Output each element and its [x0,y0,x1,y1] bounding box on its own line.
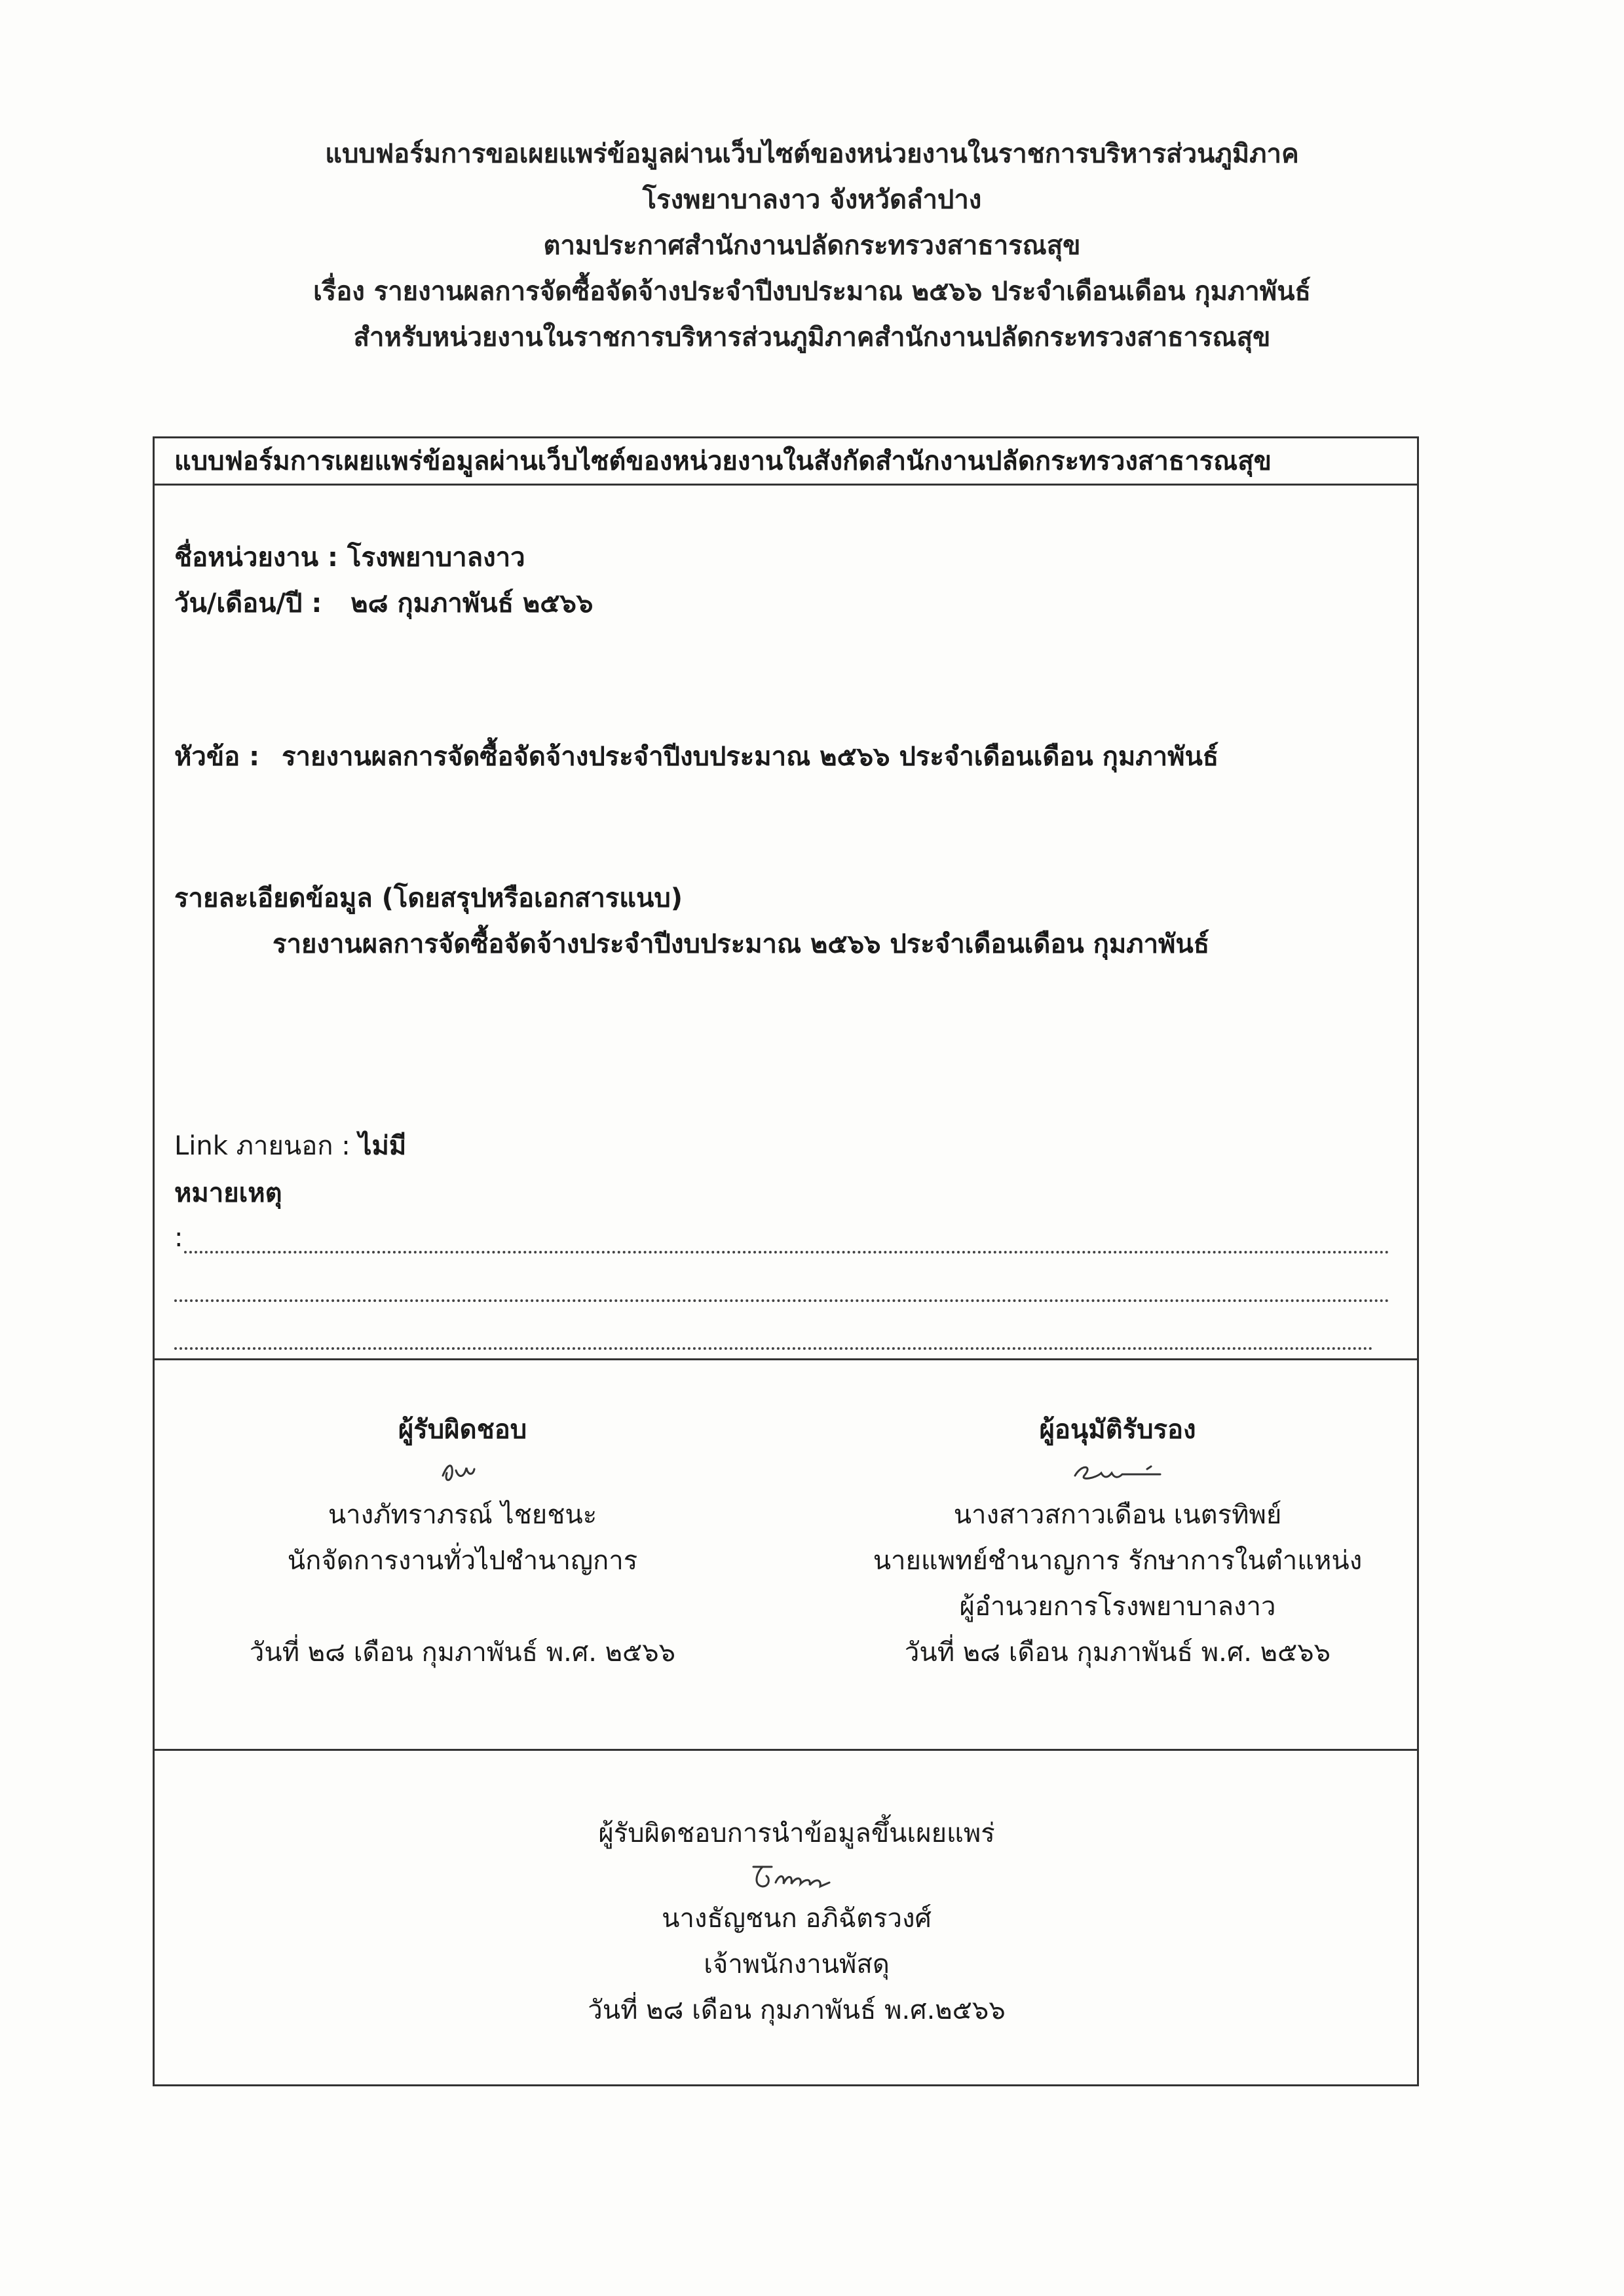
agency-row [174,538,525,577]
date-row [174,584,593,623]
responsible-signature [233,1453,692,1492]
document-header [0,131,1624,360]
approver-signature-block [856,1407,1380,1675]
section-divider-1 [155,1358,1417,1360]
agency-value: โรงพยาบาลงาว [347,543,525,573]
responsible-signature-block [233,1407,692,1675]
approver-name: นางสาวสกาวเดือน เนตรทิพย์ [953,1500,1282,1530]
publisher-date: วันที่ ๒๘ เดือน กุมภาพันธ์ พ.ศ.๒๕๖๖ [588,1995,1006,2025]
approver-position-2: ผู้อำนวยการโรงพยาบาลงาว [959,1592,1276,1622]
topic-row [174,737,1218,776]
responsible-name: นางภัทราภรณ์ ไชยชนะ [328,1500,597,1530]
topic-label: หัวข้อ : [174,742,260,772]
remark-colon: : [174,1223,183,1253]
responsible-title: ผู้รับผิดชอบ [398,1415,527,1445]
link-row [174,1126,406,1166]
link-label: Link ภายนอก : [174,1131,350,1161]
header-line-5: สำหรับหน่วยงานในราชการบริหารส่วนภูมิภาคสำนักงานปลัดกระทรวงสาธารณสุข [353,322,1271,353]
remark-dotted-line-3 [174,1347,1373,1350]
publisher-name: นางธัญชนก อภิฉัตรวงศ์ [662,1904,932,1934]
publisher-signature [502,1856,1091,1896]
publisher-position: เจ้าพนักงานพัสดุ [704,1949,890,1980]
header-line-1: แบบฟอร์มการขอเผยแพร่ข้อมูลผ่านเว็บไซต์ของหน่วยงานในราชการบริหารส่วนภูมิภาค [325,139,1299,169]
header-line-2: โรงพยาบาลงาว จังหวัดลำปาง [642,185,982,215]
responsible-position: นักจัดการงานทั่วไปชำนาญการ [287,1546,638,1576]
link-value: ไม่มี [358,1131,407,1161]
date-label: วัน/เดือน/ปี : [174,588,322,619]
form-box [153,436,1419,2086]
agency-label: ชื่อหน่วยงาน : [174,543,339,573]
details-label: รายละเอียดข้อมูล (โดยสรุปหรือเอกสารแนบ) [174,883,683,913]
approver-signature [856,1453,1380,1492]
approver-title: ผู้อนุมัติรับรอง [1039,1415,1196,1445]
remark-dotted-line-1 [184,1251,1389,1253]
topic-value: รายงานผลการจัดซื้อจัดจ้างประจำปีงบประมาณ ๒๕๖๖ ประจำเดือนเดือน กุมภาพันธ์ [282,742,1219,772]
remark-label: หมายเหตุ [174,1178,282,1208]
section-divider-2 [155,1749,1417,1751]
approver-date: วันที่ ๒๘ เดือน กุมภาพันธ์ พ.ศ. ๒๕๖๖ [904,1637,1331,1668]
approver-position-1: นายแพทย์ชำนาญการ รักษาการในตำแหน่ง [873,1546,1363,1576]
remark-dotted-line-2 [174,1299,1389,1302]
responsible-date: วันที่ ๒๘ เดือน กุมภาพันธ์ พ.ศ. ๒๕๖๖ [249,1637,676,1668]
publisher-title: ผู้รับผิดชอบการนำข้อมูลขึ้นเผยแพร่ [598,1818,995,1848]
details-value: รายงานผลการจัดซื้อจัดจ้างประจำปีงบประมาณ ๒๕๖๖ ประจำเดือนเดือน กุมภาพันธ์ [273,929,1210,959]
date-value: ๒๘ กุมภาพันธ์ ๒๕๖๖ [350,588,594,619]
form-box-title: แบบฟอร์มการเผยแพร่ข้อมูลผ่านเว็บไซต์ของหน่วยงานในสังกัดสำนักงานปลัดกระทรวงสาธารณสุข [155,438,1417,486]
publisher-signature-block [502,1810,1091,2033]
header-line-3: ตามประกาศสำนักงานปลัดกระทรวงสาธารณสุข [543,231,1081,261]
header-line-4: เรื่อง รายงานผลการจัดซื้อจัดจ้างประจำปีงบประมาณ ๒๕๖๖ ประจำเดือนเดือน กุมภาพันธ์ [313,277,1311,307]
